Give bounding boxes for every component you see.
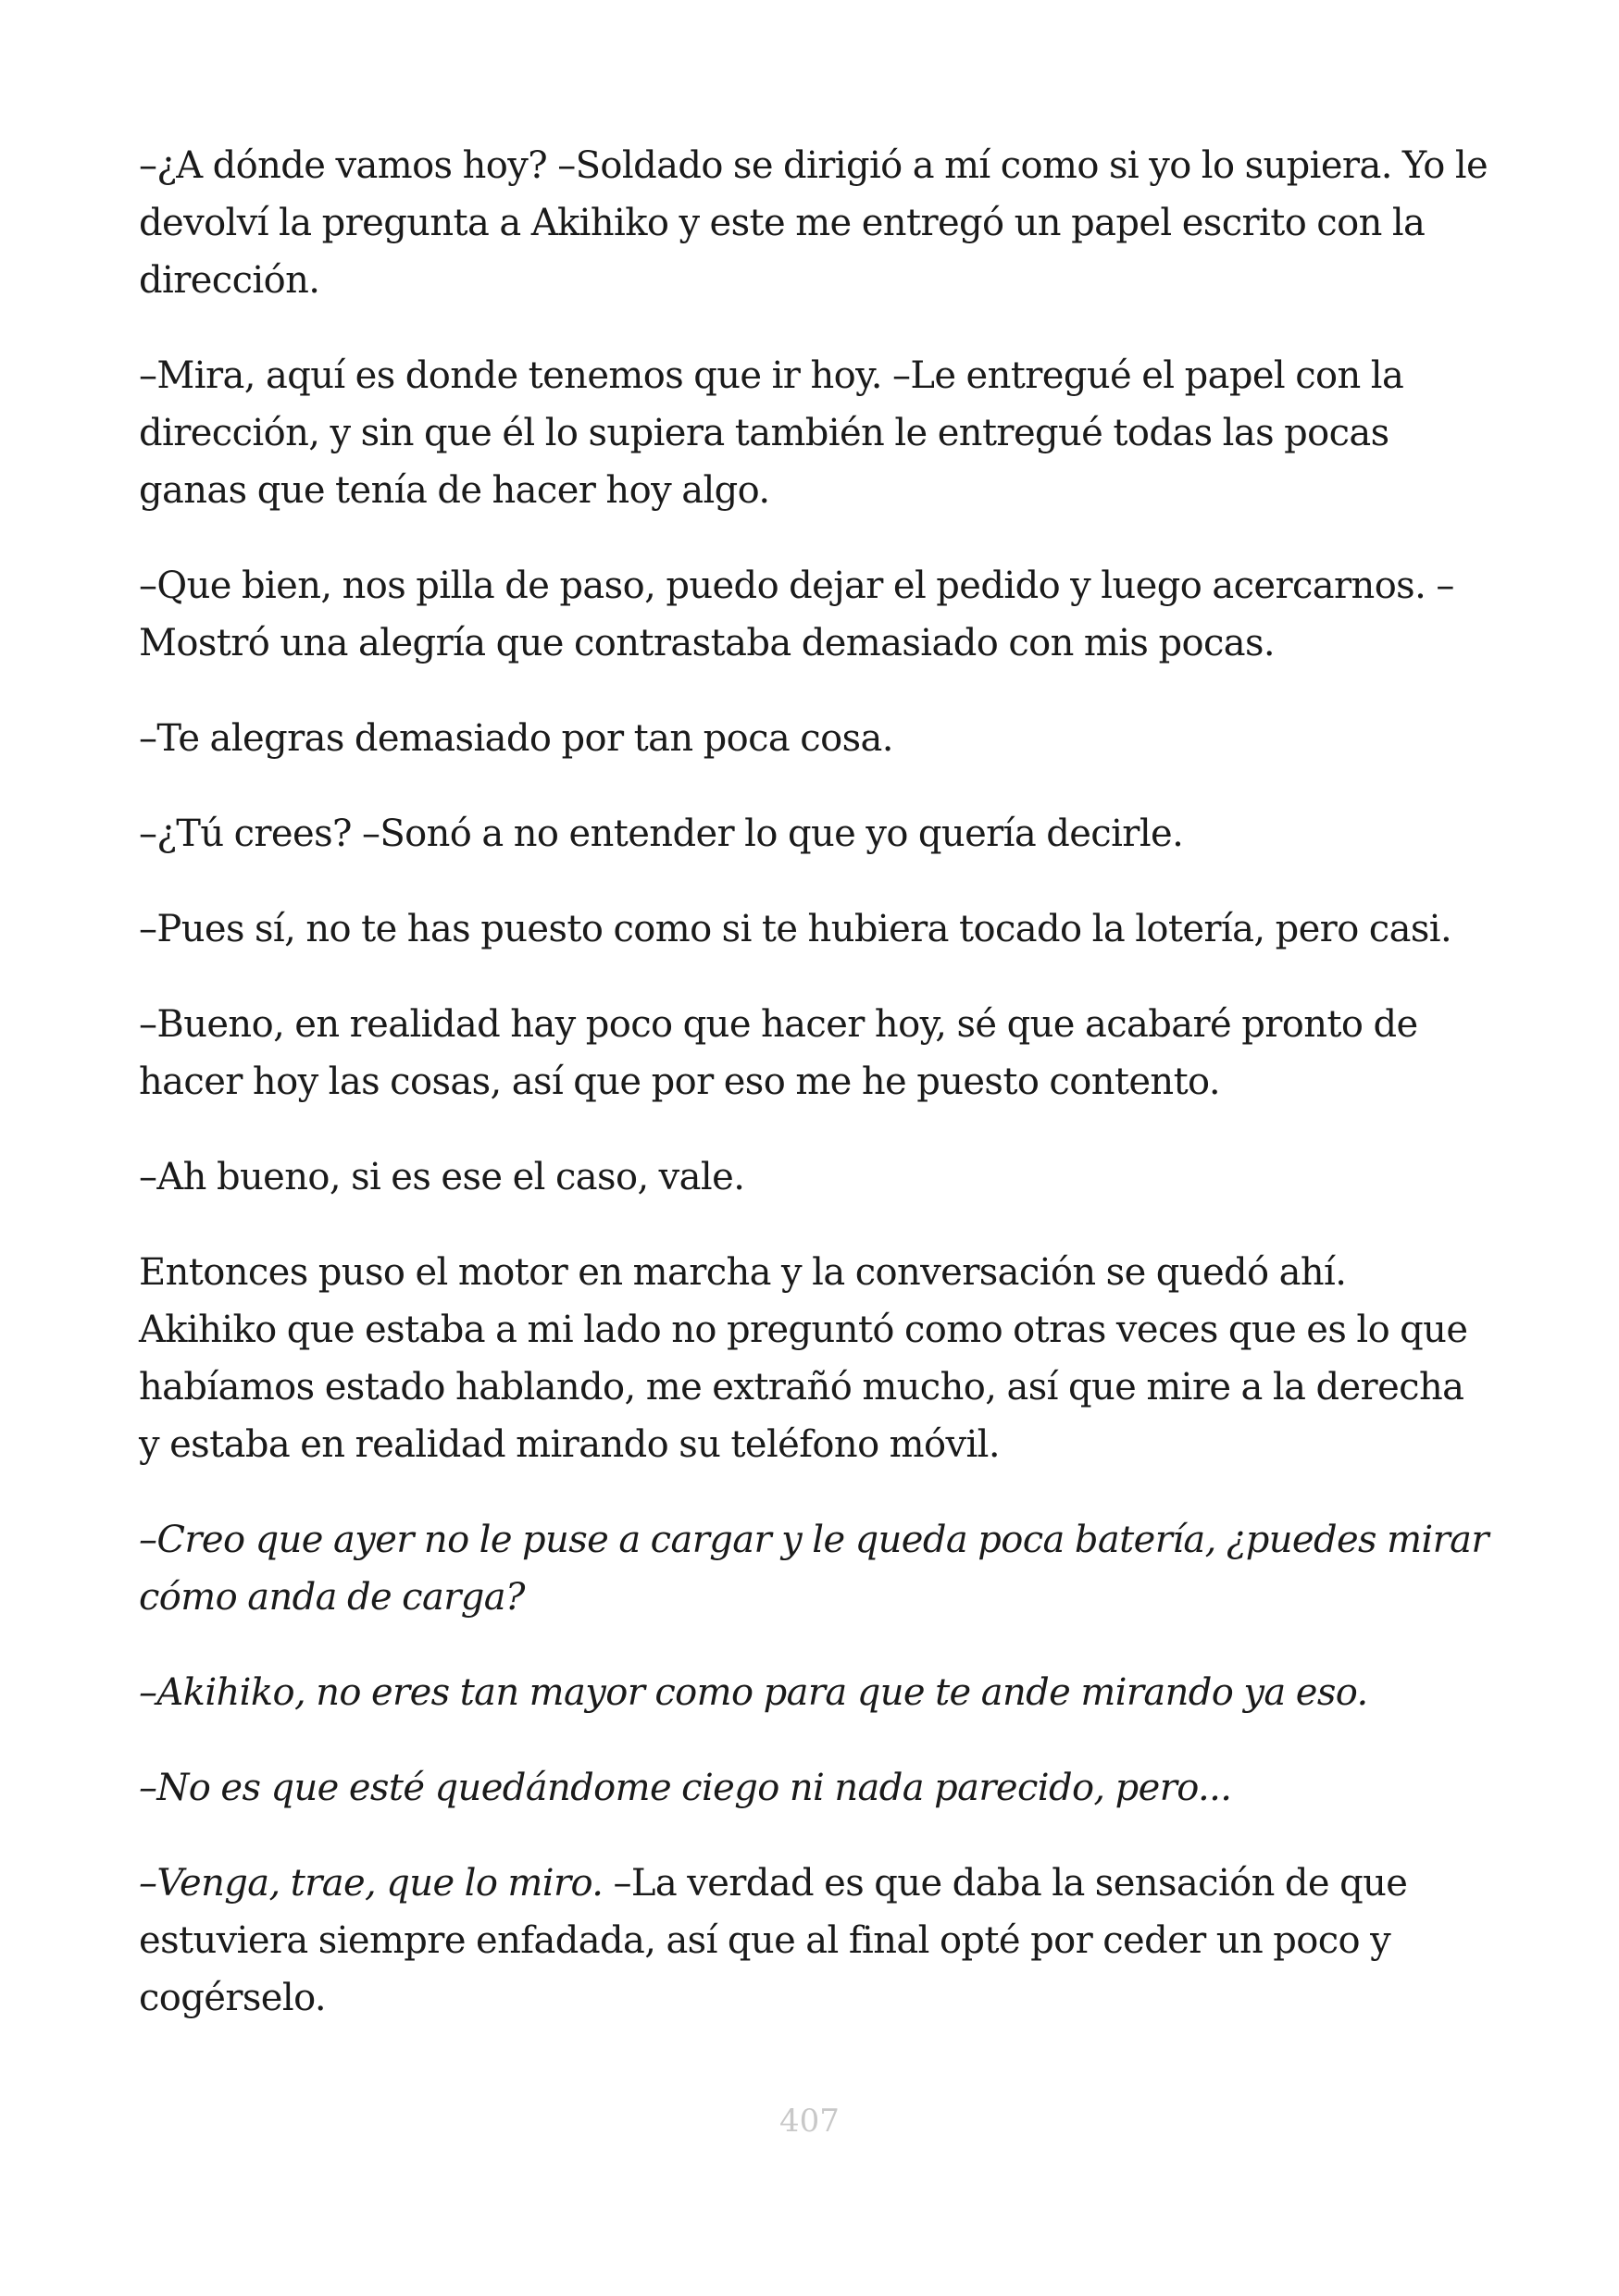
- paragraph-13: [139, 1855, 1490, 2027]
- paragraph-11-italic: –Akihiko, no eres tan mayor como para que te ande mirando ya eso.: [139, 1671, 1368, 1714]
- paragraph-7: –Bueno, en realidad hay poco que hacer hoy, sé que acabaré pronto de hacer hoy las cosas, así que por eso me he puesto contento.: [139, 1003, 1418, 1103]
- paragraph-3: –Que bien, nos pilla de paso, puedo dejar el pedido y luego acercarnos. –Mostró una alegría que contrastaba demasiado con mis pocas.: [139, 565, 1454, 664]
- paragraph-9: Entonces puso el motor en marcha y la conversación se quedó ahí. Akihiko que estaba a mi lado no preguntó como otras veces que es lo que habíamos estado hablando, me extrañó mucho, así que mire a la derecha y estaba en realidad mirando su teléfono móvil.: [139, 1251, 1468, 1466]
- page-number: 407: [779, 2103, 840, 2140]
- paragraph-1: –¿A dónde vamos hoy? –Soldado se dirigió a mí como si yo lo supiera. Yo le devolví la pregunta a Akihiko y este me entregó un papel escrito con la dirección.: [139, 144, 1488, 302]
- paragraph-5: –¿Tú crees? –Sonó a no entender lo que yo quería decirle.: [139, 813, 1184, 855]
- paragraph-6: –Pues sí, no te has puesto como si te hubiera tocado la lotería, pero casi.: [139, 908, 1452, 950]
- paragraph-8: –Ah bueno, si es ese el caso, vale.: [139, 1156, 745, 1198]
- paragraph-12-italic: –No es que esté quedándome ciego ni nada parecido, pero...: [139, 1767, 1232, 1809]
- body-text: [139, 137, 1490, 2027]
- paragraph-13-italic-part: –Venga, trae, que lo miro.: [139, 1862, 604, 1905]
- paragraph-10-italic: –Creo que ayer no le puse a cargar y le queda poca batería, ¿puedes mirar cómo anda de carga?: [139, 1519, 1488, 1619]
- paragraph-4: –Te alegras demasiado por tan poca cosa.: [139, 717, 893, 760]
- paragraph-13-regular-part: –La verdad es que daba la sensación de que estuviera siempre enfadada, así que al final opté por ceder un poco y cogérselo.: [139, 1862, 1408, 2019]
- paragraph-2: –Mira, aquí es donde tenemos que ir hoy. –Le entregué el papel con la dirección, y sin que él lo supiera también le entregué todas las pocas ganas que tenía de hacer hoy algo.: [139, 354, 1404, 512]
